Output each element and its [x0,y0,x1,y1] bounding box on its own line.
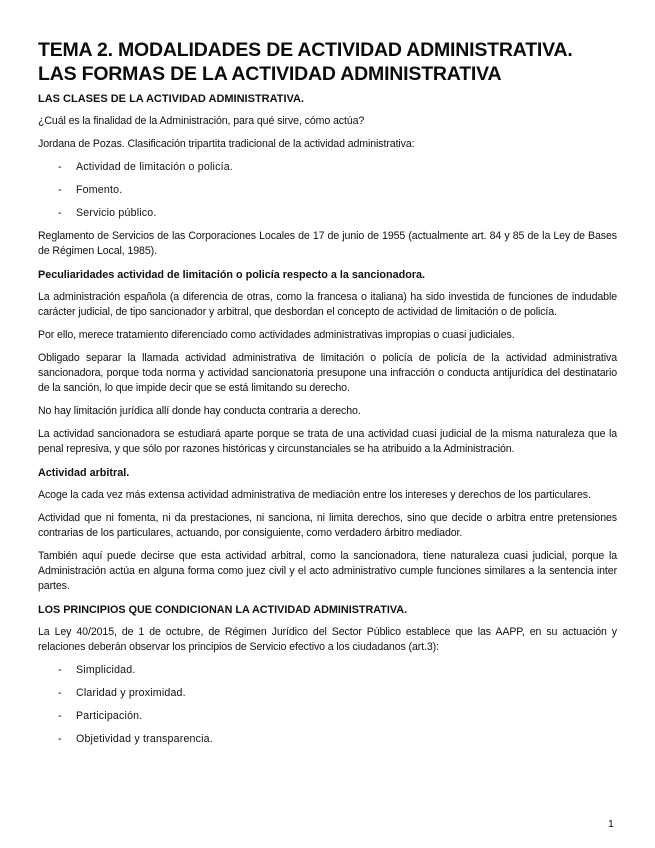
paragraph: ¿Cuál es la finalidad de la Administración, para qué sirve, cómo actúa? [38,115,365,127]
bullet-list-principios [38,663,617,747]
paragraph: La actividad sancionadora se estudiará aparte porque se trata de una actividad cuasi judicial de la misma naturaleza que la penal represiva, y que sólo por razones históricas y circunstanciales se ha atribuido a la Administración. [38,428,617,455]
dash-marker: - [58,687,62,699]
document-title [38,38,617,86]
paragraph: La administración española (a diferencia de otras, como la francesa o italiana) ha sido investida de funciones de indudable carácter judicial, de tipo sancionador y arbitral, que desbordan el concepto de actividad de limitación o de policía. [38,291,617,318]
section-heading-peculiaridades: Peculiaridades actividad de limitación o policía respecto a la sancionadora. [38,269,426,281]
dash-marker: - [58,161,62,173]
title-line-2: LAS FORMAS DE LA ACTIVIDAD ADMINISTRATIVA [38,63,502,85]
page-number: 1 [608,818,614,830]
dash-marker: - [58,207,62,219]
paragraph: Jordana de Pozas. Clasificación tripartita tradicional de la actividad administrativa: [38,138,415,150]
paragraph: Reglamento de Servicios de las Corporaciones Locales de 17 de junio de 1955 (actualmente art. 84 y 85 de la Ley de Bases de Régimen Local, 1985). [38,230,617,257]
paragraph: Por ello, merece tratamiento diferenciado como actividades administrativas impropias o cuasi judiciales. [38,329,515,341]
dash-marker: - [58,184,62,196]
list-item: - Claridad y proximidad. [58,687,186,699]
list-item: - Objetividad y transparencia. [58,733,213,745]
paragraph: La Ley 40/2015, de 1 de octubre, de Régimen Jurídico del Sector Público establece que las AAPP, en su actuación y relaciones deberán observar los principios de Servicio efectivo a los ciudadanos (art.3): [38,626,617,653]
paragraph: No hay limitación jurídica allí donde hay conducta contraria a derecho. [38,405,361,417]
section-heading-arbitral: Actividad arbitral. [38,467,130,479]
section-heading-principios: LOS PRINCIPIOS QUE CONDICIONAN LA ACTIVIDAD ADMINISTRATIVA. [38,604,408,616]
list-item: - Participación. [58,710,143,722]
list-item: - Actividad de limitación o policía. [58,161,233,173]
dash-marker: - [58,710,62,722]
paragraph: Actividad que ni fomenta, ni da prestaciones, ni sanciona, ni limita derechos, sino que decide o arbitra entre pretensiones contrarias de los particulares, actuando, por consiguiente, como verdadero árbitro mediador. [38,512,617,539]
document-page [38,38,617,747]
paragraph: Obligado separar la llamada actividad administrativa de limitación o policía de policía de la actividad administrativa sancionadora, porque toda norma y actividad sancionatoria presupone una infracción o conducta antijurídica del destinatario de la sanción, lo que impide decir que se está limitando su derecho. [38,352,617,394]
bullet-list-clasificacion [38,160,617,221]
dash-marker: - [58,664,62,676]
section-heading-clases: LAS CLASES DE LA ACTIVIDAD ADMINISTRATIVA. [38,93,305,105]
title-line-1: TEMA 2. MODALIDADES DE ACTIVIDAD ADMINISTRATIVA. [38,39,573,61]
dash-marker: - [58,733,62,745]
list-item: - Fomento. [58,184,123,196]
list-item: - Servicio público. [58,207,157,219]
list-item: - Simplicidad. [58,664,136,676]
paragraph: También aquí puede decirse que esta actividad arbitral, como la sancionadora, tiene naturaleza cuasi judicial, porque la Administración actúa en alguna forma como juez civil y el acto administrativo cumple funciones similares a la sentencia inter partes. [38,550,617,592]
paragraph: Acoge la cada vez más extensa actividad administrativa de mediación entre los intereses y derechos de los particulares. [38,489,591,501]
